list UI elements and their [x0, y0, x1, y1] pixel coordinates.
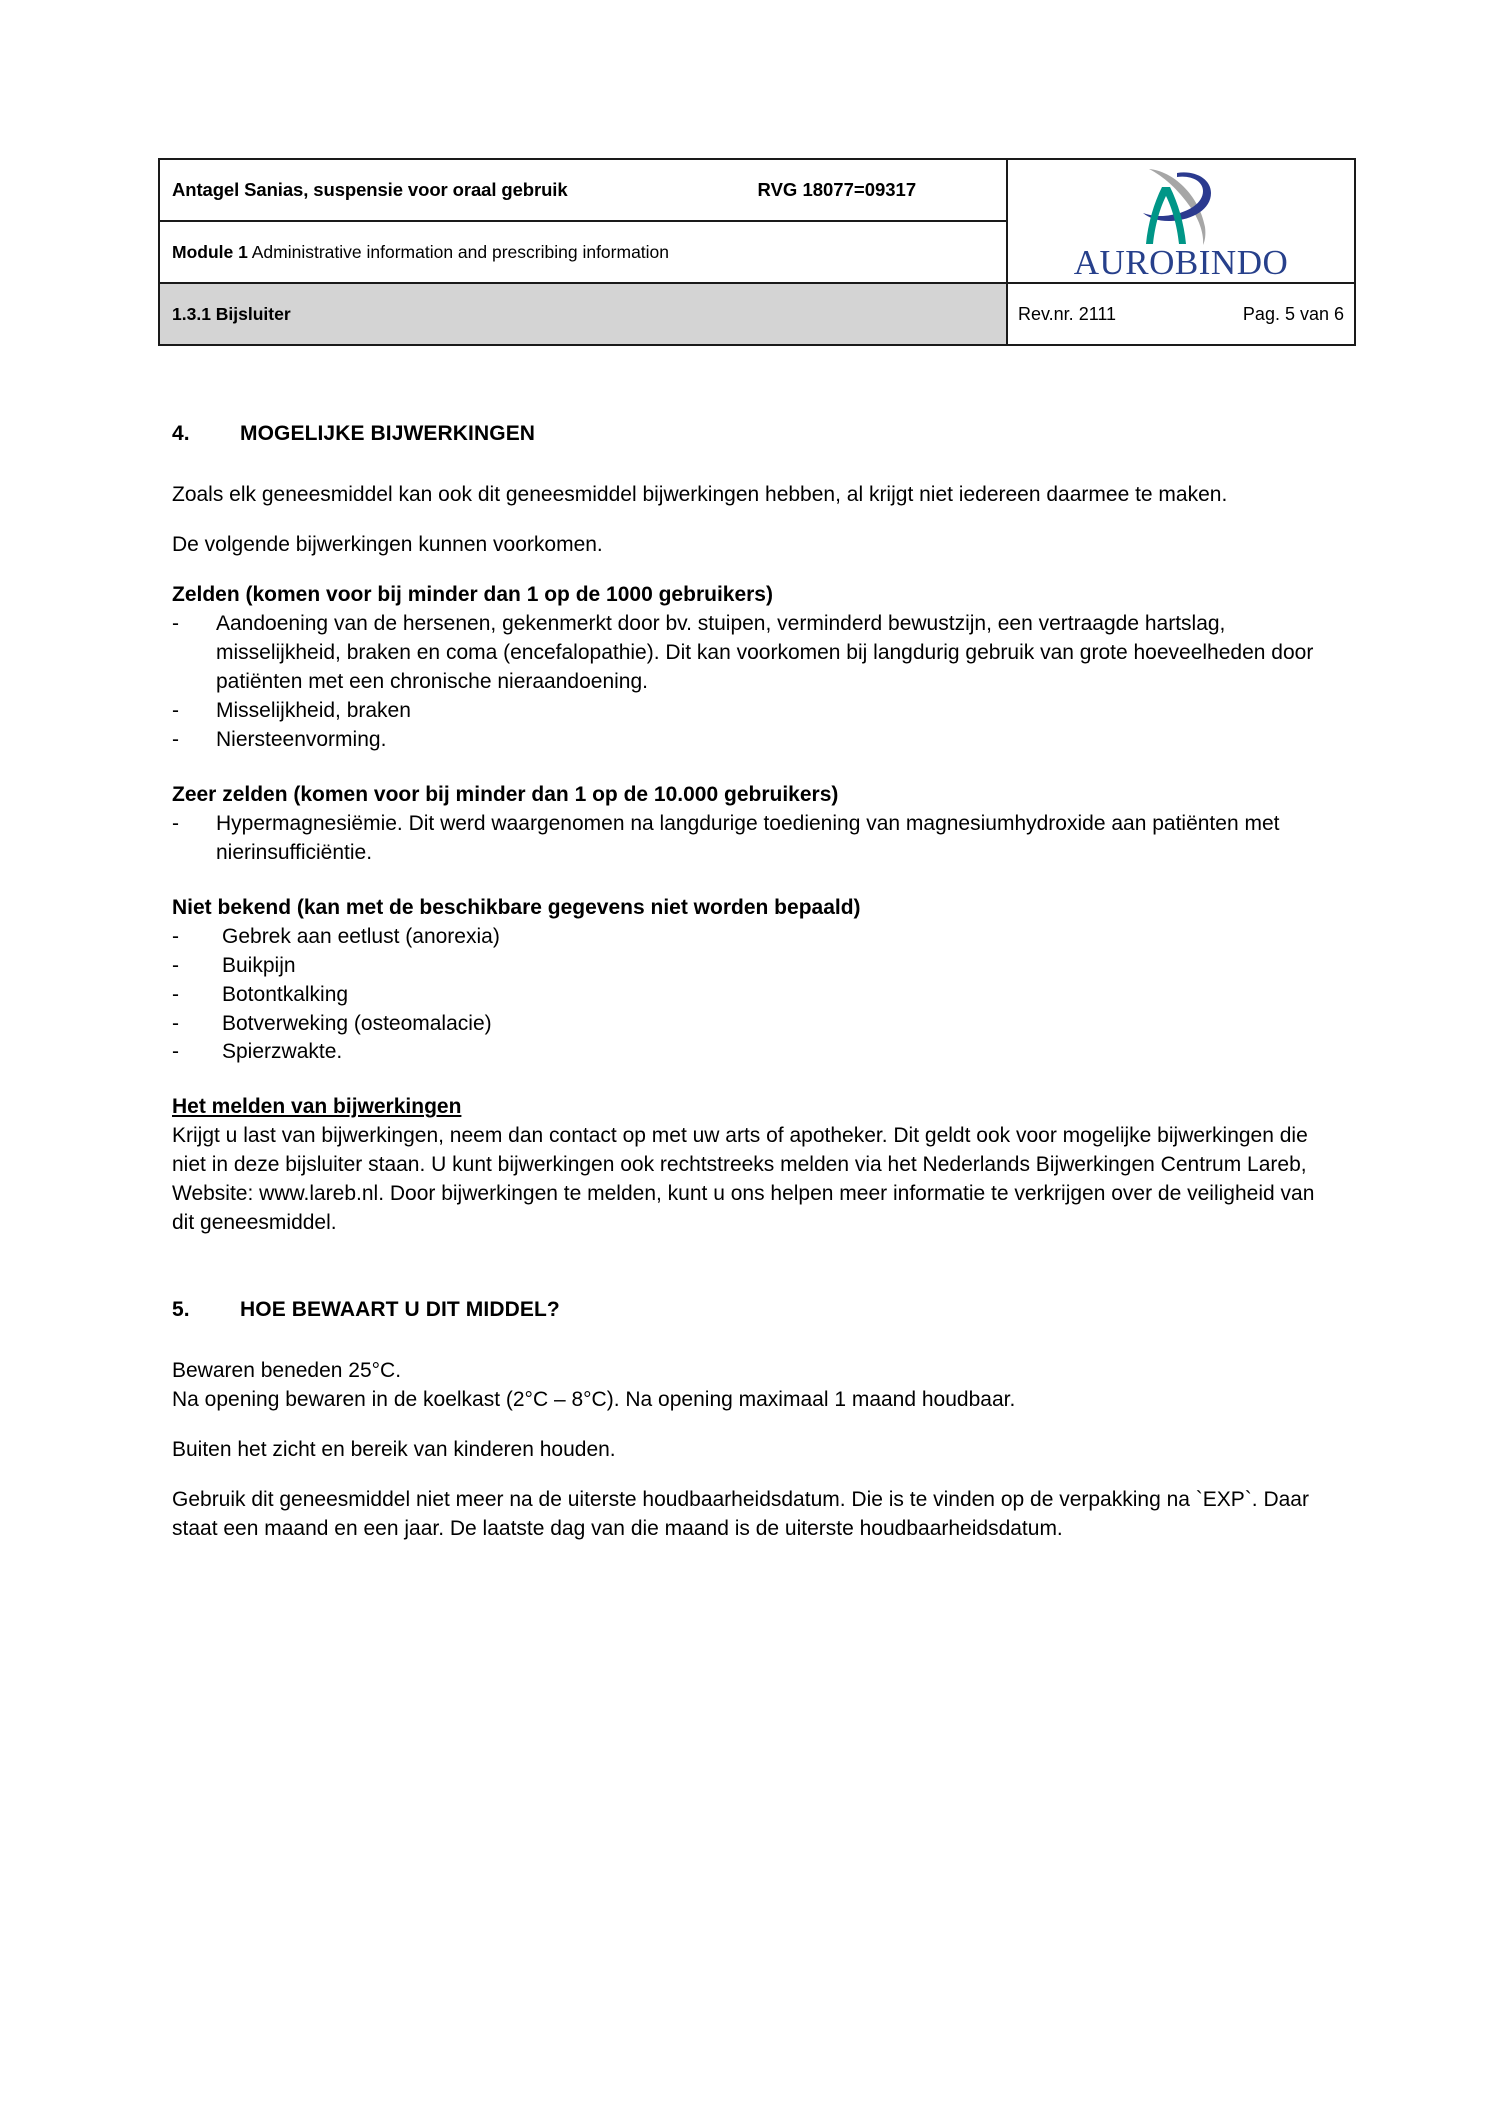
group-heading-zelden: Zelden (komen voor bij minder dan 1 op de 1000 gebruikers)	[172, 582, 773, 606]
dash-bullet-icon: -	[172, 1040, 179, 1064]
dash-bullet-icon: -	[172, 1011, 179, 1035]
section-5-title: HOE BEWAART U DIT MIDDEL?	[240, 1298, 560, 1322]
expiry-paragraph: Gebruik dit geneesmiddel niet meer na de uiterste houdbaarheidsdatum. Die is te vinden op de verpakking na `EXP`. Daar staat een maand en een jaar. De laatste dag van die maand is de uiterste houdbaarheidsdatum.	[172, 1488, 1309, 1541]
document-header-table	[158, 158, 1356, 346]
list-item	[172, 610, 1332, 697]
section-4-intro-2: De volgende bijwerkingen kunnen voorkomen.	[172, 532, 603, 556]
group-list-niet-bekend	[172, 923, 1332, 1068]
keep-away-children-line: Buiten het zicht en bereik van kinderen houden.	[172, 1438, 616, 1462]
dash-bullet-icon: -	[172, 982, 179, 1006]
section-4-intro-1: Zoals elk geneesmiddel kan ook dit geneesmiddel bijwerkingen hebben, al krijgt niet iedereen daarmee te maken.	[172, 482, 1228, 506]
list-item-text: Buikpijn	[222, 953, 296, 977]
product-name: Antagel Sanias, suspensie voor oraal gebruik	[172, 179, 568, 200]
list-item-text: Hypermagnesiëmie. Dit werd waargenomen na langdurige toediening van magnesiumhydroxide aan patiënten met nierinsufficiëntie.	[216, 811, 1280, 864]
storage-opened-line: Na opening bewaren in de koelkast (2°C – 8°C). Na opening maximaal 1 maand houdbaar.	[172, 1388, 1016, 1412]
list-item	[172, 952, 1332, 981]
company-logo-cell	[1007, 159, 1355, 283]
revision-number: Rev.nr. 2111	[1018, 303, 1117, 324]
document-body	[172, 420, 1332, 1544]
dash-bullet-icon: -	[172, 698, 179, 722]
section-4-heading	[172, 420, 1332, 449]
dash-bullet-icon: -	[172, 727, 179, 751]
list-item	[172, 981, 1332, 1010]
list-item-text: Gebrek aan eetlust (anorexia)	[222, 924, 500, 948]
aurobindo-logo-icon	[1121, 165, 1241, 247]
reporting-heading-wrap	[172, 1093, 1332, 1122]
storage-temp-line: Bewaren beneden 25°C.	[172, 1359, 402, 1383]
header-revision-cell	[1007, 283, 1355, 345]
module-description: Administrative information and prescribing information	[247, 241, 670, 262]
list-item	[172, 810, 1332, 868]
group-list-zelden	[172, 610, 1332, 755]
list-item	[172, 1010, 1332, 1039]
document-section-label: 1.3.1 Bijsluiter	[172, 303, 291, 324]
module-label: Module 1	[172, 241, 248, 262]
group-heading-zeer-zelden: Zeer zelden (komen voor bij minder dan 1 op de 10.000 gebruikers)	[172, 782, 839, 806]
header-product-cell	[159, 159, 1007, 221]
rvg-number: RVG 18077=09317	[757, 179, 917, 200]
section-5-number: 5.	[172, 1298, 190, 1322]
reporting-body: Krijgt u last van bijwerkingen, neem dan contact op met uw arts of apotheker. Dit geldt ook voor mogelijke bijwerkingen die niet in deze bijsluiter staan. U kunt bijwerkingen ook rechtstreeks melden via het Nederlands Bijwerkingen Centrum Lareb, Website: www.lareb.nl. Door bijwerkingen te melden, kunt u ons helpen meer informatie te verkrijgen over de veiligheid van dit geneesmiddel.	[172, 1124, 1315, 1235]
list-item-text: Botverweking (osteomalacie)	[222, 1011, 492, 1035]
list-item-text: Misselijkheid, braken	[216, 698, 411, 722]
dash-bullet-icon: -	[172, 924, 179, 948]
list-item-text: Aandoening van de hersenen, gekenmerkt door bv. stuipen, verminderd bewustzijn, een vertraagde hartslag, misselijkheid, braken en coma (encefalopathie). Dit kan voorkomen bij langdurig gebruik van grote hoeveelheden door patiënten met een chronische nieraandoening.	[216, 611, 1314, 693]
list-item-text: Spierzwakte.	[222, 1040, 343, 1064]
module-line	[172, 242, 994, 263]
dash-bullet-icon: -	[172, 811, 179, 835]
page-number: Pag. 5 van 6	[1242, 303, 1344, 324]
dash-bullet-icon: -	[172, 953, 179, 977]
logo-wordmark: AUROBINDO	[1073, 242, 1289, 282]
list-item	[172, 923, 1332, 952]
list-item	[172, 697, 1332, 726]
header-row-section	[159, 283, 1355, 345]
header-section-cell	[159, 283, 1007, 345]
header-module-cell	[159, 221, 1007, 283]
list-item-text: Niersteenvorming.	[216, 727, 387, 751]
list-item	[172, 1038, 1332, 1067]
section-4-number: 4.	[172, 422, 190, 445]
header-row-product	[159, 159, 1355, 221]
dash-bullet-icon: -	[172, 611, 179, 635]
list-item	[172, 726, 1332, 755]
group-heading-niet-bekend: Niet bekend (kan met de beschikbare gegevens niet worden bepaald)	[172, 895, 861, 919]
section-4-title: MOGELIJKE BIJWERKINGEN	[240, 422, 536, 445]
reporting-heading: Het melden van bijwerkingen	[172, 1095, 462, 1119]
group-list-zeer-zelden	[172, 810, 1332, 868]
section-5-heading	[172, 1296, 1332, 1325]
list-item-text: Botontkalking	[222, 982, 349, 1006]
